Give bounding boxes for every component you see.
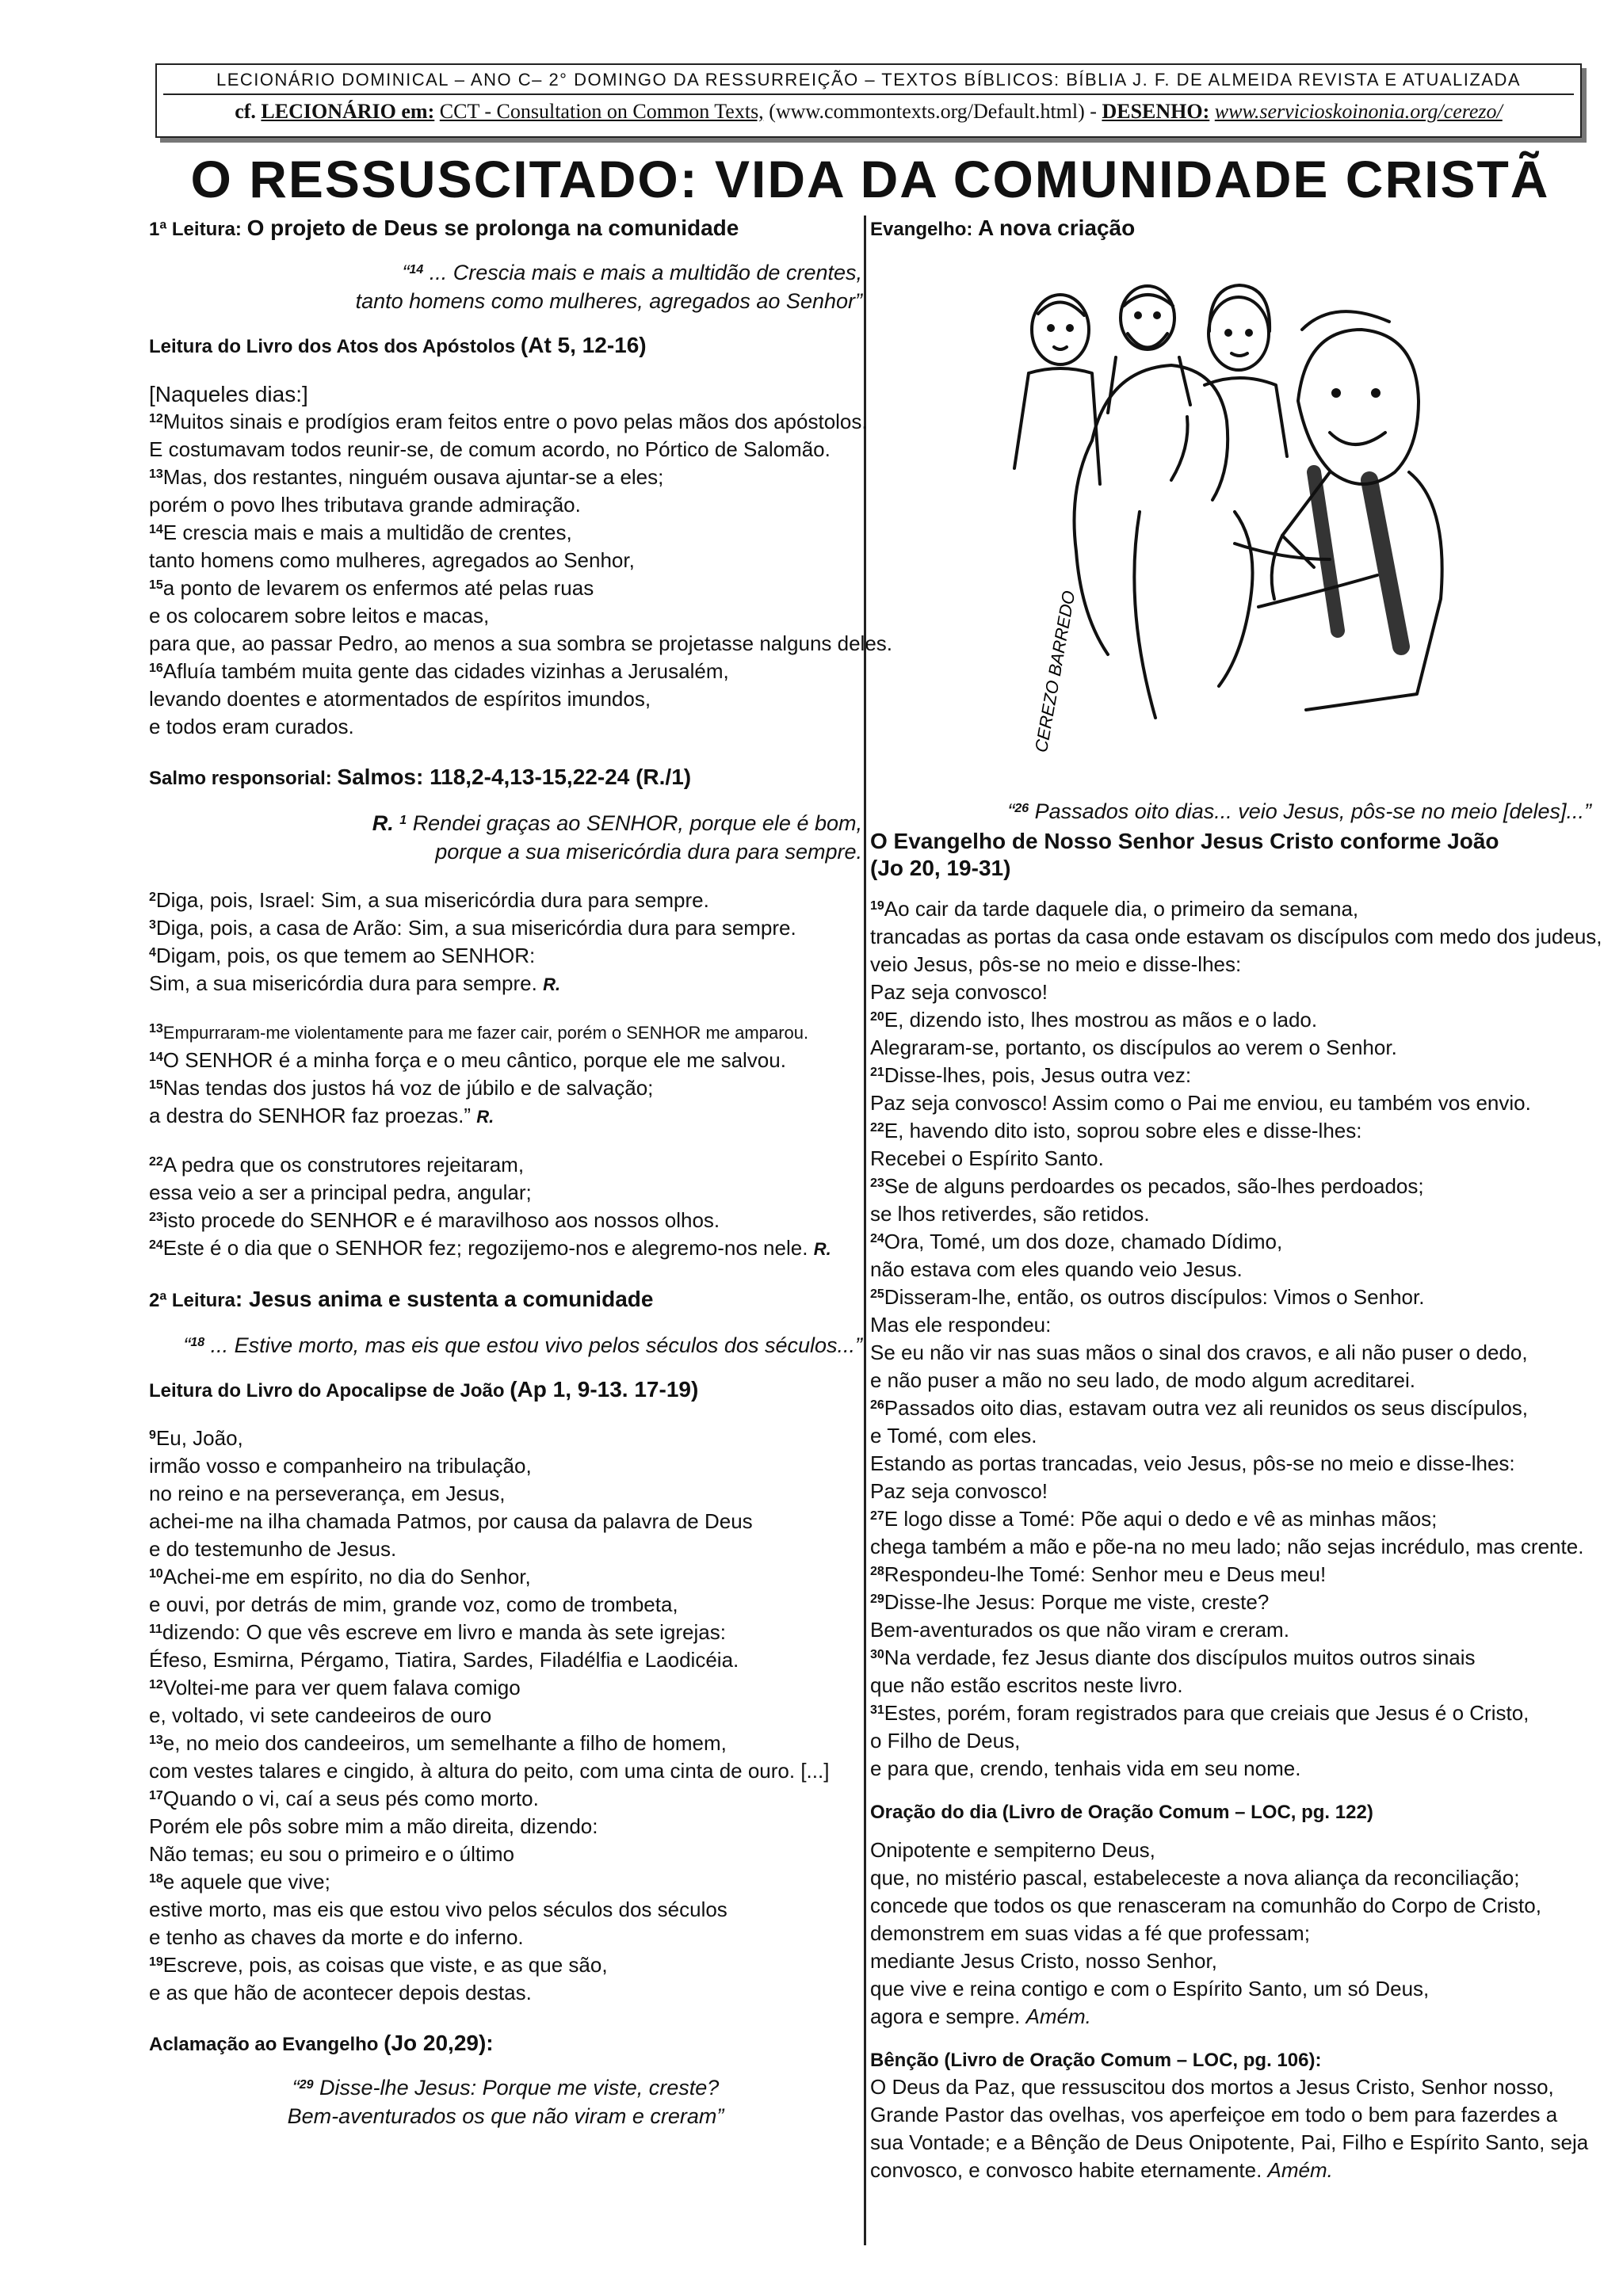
acclamation-heading	[149, 2031, 862, 2058]
verse-number: 16	[149, 662, 163, 675]
verse-line	[149, 630, 893, 658]
verse-line	[149, 1702, 862, 1730]
verse-text: e os colocarem sobre leitos e macas,	[149, 604, 490, 627]
verse-line	[870, 1200, 1591, 1228]
blessing-heading: Bênção (Livro de Oração Comum – LOC, pg. 106):	[870, 2050, 1322, 2071]
verse-text: E crescia mais e mais a multidão de crentes,	[162, 521, 572, 544]
column-divider	[864, 215, 866, 2245]
verse-text: não estava com eles quando veio Jesus.	[870, 1257, 1243, 1281]
verse-text: Na verdade, fez Jesus diante dos discípulos muitos outros sinais	[884, 1646, 1476, 1669]
verse-number: 14	[149, 523, 163, 536]
verse-number: 13	[149, 1022, 163, 1035]
verse-text: O SENHOR é a minha força e o meu cântico, porque ele me salvou.	[162, 1048, 786, 1072]
verse-line	[870, 951, 1591, 978]
verse-number: 17	[149, 1789, 163, 1802]
jesus-figure	[1075, 365, 1378, 718]
gospel-title-block	[870, 829, 1591, 883]
desenho-url[interactable]: www.servicioskoinonia.org/cerezo/	[1214, 100, 1503, 123]
second-reading-text	[149, 1425, 862, 2007]
gospel-heading-ref: (Jo 20, 19-31)	[870, 856, 1011, 880]
verse-text: Paz seja convosco!	[870, 980, 1048, 1004]
verse-line	[149, 547, 862, 574]
verse-text: a ponto de levarem os enfermos até pelas ruas	[162, 576, 594, 600]
verse-text: Escreve, pois, as coisas que viste, e as que são,	[162, 1953, 608, 1977]
verse-line	[149, 1508, 862, 1535]
verse-number: 13	[149, 467, 163, 481]
verse-text: dizendo: O que vês escreve em livro e manda às sete igrejas:	[162, 1620, 726, 1644]
verse-text: Se de alguns perdoardes os pecados, são-lhes perdoados;	[884, 1174, 1424, 1198]
gospel-title: A nova criação	[978, 215, 1136, 240]
verse-line	[149, 914, 862, 942]
verse-number: 27	[870, 1509, 884, 1523]
verse-text: Quando o vi, caí a seus pés como morto.	[162, 1787, 539, 1810]
illustration-signature: CEREZO BARREDO	[1030, 589, 1079, 754]
verse-text: veio Jesus, pôs-se no meio e disse-lhes:	[870, 952, 1242, 976]
text-line: concede que todos os que renasceram na comunhão do Corpo de Cristo,	[870, 1894, 1541, 1917]
verse-text: a destra do SENHOR faz proezas.”	[149, 1104, 472, 1127]
response-marker: R.	[813, 1239, 831, 1259]
gospel-heading-line: O Evangelho de Nosso Senhor Jesus Cristo conforme João	[870, 829, 1499, 853]
verse-text: o Filho de Deus,	[870, 1729, 1021, 1753]
verse-line	[149, 1868, 862, 1896]
verse-number: 15	[149, 578, 163, 592]
first-reading-quote: “$^{14}$ ... Crescia mais e mais a multidão de crentes, tanto homens como mulheres, agregados ao Senhor”	[355, 261, 862, 313]
verse-number: 2	[149, 891, 156, 904]
verse-text: E logo disse a Tomé: Põe aqui o dedo e vê as minhas mãos;	[884, 1507, 1438, 1531]
verse-text: e aquele que vive;	[162, 1870, 330, 1894]
prayer-text	[870, 1836, 1591, 2003]
caption-text: Passados oito dias... veio Jesus, pôs-se no meio [deles]...”	[1034, 799, 1591, 823]
lecionario-label: LECIONÁRIO em:	[261, 100, 435, 123]
first-reading-heading	[149, 215, 862, 242]
psalm-verse	[149, 1019, 862, 1047]
verse-text: Estes, porém, foram registrados para que creiais que Jesus é o Cristo,	[884, 1701, 1529, 1725]
verse-text: Bem-aventurados os que não viram e creram.	[870, 1618, 1289, 1642]
blessing-last-line: convosco, e convosco habite eternamente.	[870, 2158, 1262, 2182]
desenho-label: DESENHO:	[1102, 100, 1210, 123]
psalm-stanza-1	[149, 887, 862, 998]
verse-line	[870, 1283, 1591, 1311]
verse-line	[149, 1047, 862, 1074]
verse-line	[870, 1672, 1591, 1699]
second-reading-book	[149, 1377, 862, 1404]
verse-text: E, dizendo isto, lhes mostrou as mãos e o lado.	[884, 1008, 1318, 1032]
verse-line	[870, 1228, 1591, 1256]
verse-text: e para que, crendo, tenhais vida em seu nome.	[870, 1756, 1301, 1780]
verse-number: 10	[149, 1567, 163, 1581]
response-marker: R.	[543, 974, 561, 994]
verse-line	[149, 491, 862, 519]
verse-text: Empurraram-me violentamente para me fazer cair, porém o SENHOR me amparou.	[162, 1023, 809, 1043]
verse-number: 26	[870, 1398, 884, 1412]
response-marker: R.	[476, 1107, 495, 1127]
verse-text: Disse-lhe Jesus: Porque me viste, creste?	[884, 1590, 1270, 1614]
verse-line	[870, 1727, 1591, 1755]
response-marker: R.	[372, 811, 394, 835]
quote-line: ... Estive morto, mas eis que estou vivo pelos séculos dos séculos...”	[210, 1333, 862, 1357]
verse-number: 21	[870, 1066, 884, 1079]
page-title: O RESSUSCITADO: VIDA DA COMUNIDADE CRISTÃ	[190, 150, 1550, 208]
verse-number: 25	[870, 1287, 884, 1301]
verse-line	[149, 602, 862, 630]
verse-line	[870, 1422, 1591, 1450]
gospel-label: Evangelho:	[870, 219, 973, 240]
verse-line	[870, 1616, 1591, 1644]
acclamation-ref: (Jo 20,29):	[384, 2031, 494, 2055]
text-line: Grande Pastor das ovelhas, vos aperfeiçoe em todo o bem para fazerdes a	[870, 2103, 1558, 2126]
verse-text: e ouvi, por detrás de mim, grande voz, como de trombeta,	[149, 1592, 678, 1616]
book-ref: (Ap 1, 9-13. 17-19)	[510, 1377, 699, 1402]
verse-line	[149, 1535, 862, 1563]
verse-line	[149, 1234, 862, 1263]
verse-number: 31	[870, 1703, 884, 1717]
verse-text: Afluía também muita gente das cidades vizinhas a Jerusalém,	[162, 659, 729, 683]
verse-number: 1	[399, 814, 407, 827]
gospel-caption: “$^{26}$ Passados oito dias... veio Jesus, pôs-se no meio [deles]...”	[1007, 799, 1591, 823]
verse-text: e tenho as chaves da morte e do inferno.	[149, 1925, 524, 1949]
first-reading-text	[149, 408, 893, 741]
verse-number: 15	[149, 1078, 163, 1092]
verse-number: 11	[149, 1623, 162, 1636]
verse-text: e Tomé, com eles.	[870, 1424, 1037, 1447]
verse-line	[149, 1480, 862, 1508]
text-line: mediante Jesus Cristo, nosso Senhor,	[870, 1949, 1217, 1973]
verse-number: 29	[870, 1592, 884, 1606]
verse-text: Recebei o Espírito Santo.	[870, 1146, 1104, 1170]
verse-text: e, no meio dos candeeiros, um semelhante a filho de homem,	[162, 1731, 727, 1755]
verse-line	[870, 1589, 1591, 1616]
verse-text: Eu, João,	[155, 1426, 243, 1450]
verse-text: Disseram-lhe, então, os outros discípulos: Vimos o Senhor.	[884, 1285, 1425, 1309]
verse-text: e não puser a mão no seu lado, de modo algum acreditarei.	[870, 1368, 1415, 1392]
verse-line	[149, 658, 862, 685]
verse-text: no reino e na perseverança, em Jesus,	[149, 1482, 506, 1505]
verse-line	[149, 1896, 862, 1924]
first-reading-book	[149, 333, 862, 360]
gospel-text	[870, 895, 1602, 1783]
text-line: Onipotente e sempiterno Deus,	[870, 1838, 1155, 1862]
verse-text: Sim, a sua misericórdia dura para sempre.	[149, 971, 537, 995]
verse-line	[870, 1755, 1591, 1783]
bearded-man-figure	[1108, 286, 1190, 413]
response-line: porque a sua misericórdia dura para sempre.	[435, 840, 862, 864]
book-name: Leitura do Livro do Apocalipse de João	[149, 1380, 505, 1402]
verse-number: 22	[149, 1155, 163, 1169]
verse-line	[149, 1730, 862, 1757]
psalm-stanza-3	[149, 1151, 862, 1263]
verse-line	[149, 1207, 862, 1234]
verse-line	[149, 1452, 862, 1480]
verse-line	[870, 923, 1602, 951]
verse-text: chega também a mão e põe-na no meu lado; não sejas incrédulo, mas crente.	[870, 1535, 1584, 1558]
verse-number: 18	[190, 1336, 205, 1349]
psalm-stanza-2	[149, 1047, 862, 1131]
thomas-figure	[1272, 311, 1442, 710]
verse-line	[870, 1006, 1591, 1034]
verse-text: Nas tendas dos justos há voz de júbilo e de salvação;	[162, 1076, 654, 1100]
verse-line	[149, 1813, 862, 1840]
verse-text: para que, ao passar Pedro, ao menos a sua sombra se projetasse nalguns deles.	[149, 631, 893, 655]
verse-line	[870, 1145, 1591, 1173]
quote-line: ... Crescia mais e mais a multidão de crentes,	[429, 261, 862, 284]
verse-number: 26	[1014, 802, 1029, 815]
first-reading-intro: [Naqueles dias:]	[149, 382, 308, 406]
prayer-heading: Oração do dia (Livro de Oração Comum – LOC, pg. 122)	[870, 1802, 1373, 1823]
verse-text: porém o povo lhes tributava grande admiração.	[149, 493, 581, 517]
verse-text: e as que hão de acontecer depois destas.	[149, 1981, 532, 2004]
verse-line	[149, 1951, 862, 1979]
cct-url[interactable]: (www.commontexts.org/Default.html) -	[769, 100, 1097, 123]
verse-line	[870, 1644, 1591, 1672]
header-credits-line	[163, 100, 1574, 124]
text-line: que vive e reina contigo e com o Espírito Santo, um só Deus,	[870, 1977, 1430, 2000]
verse-text: Muitos sinais e prodígios eram feitos entre o povo pelas mãos dos apóstolos.	[162, 410, 868, 433]
verse-line	[149, 1591, 862, 1619]
verse-line	[149, 1425, 862, 1452]
verse-text: tanto homens como mulheres, agregados ao Senhor,	[149, 548, 635, 572]
blessing-closing	[870, 2157, 1591, 2184]
verse-line	[149, 1674, 862, 1702]
verse-text: Achei-me em espírito, no dia do Senhor,	[162, 1565, 531, 1589]
verse-text: Este é o dia que o SENHOR fez; regozijemo-nos e alegremo-nos nele.	[162, 1236, 808, 1260]
verse-text: achei-me na ilha chamada Patmos, por causa da palavra de Deus	[149, 1509, 753, 1533]
verse-number: 12	[149, 1678, 163, 1691]
verse-number: 14	[409, 263, 424, 277]
verse-number: 12	[149, 412, 163, 425]
verse-line	[149, 1646, 862, 1674]
verse-line	[149, 942, 862, 970]
verse-text: trancadas as portas da casa onde estavam os discípulos com medo dos judeus,	[870, 925, 1602, 948]
verse-text: Porém ele pôs sobre mim a mão direita, dizendo:	[149, 1814, 598, 1838]
verse-text: Disse-lhes, pois, Jesus outra vez:	[884, 1063, 1192, 1087]
verse-line	[870, 1089, 1591, 1117]
verse-text: e, voltado, vi sete candeeiros de ouro	[149, 1703, 492, 1727]
verse-line	[870, 1699, 1591, 1727]
psalm-ref: Salmos: 118,2-4,13-15,22-24 (R./1)	[337, 765, 692, 789]
verse-text: estive morto, mas eis que estou vivo pelos séculos dos séculos	[149, 1897, 727, 1921]
verse-text: Passados oito dias, estavam outra vez ali reunidos os seus discípulos,	[884, 1396, 1529, 1420]
gospel-heading	[870, 215, 1591, 242]
verse-text: E costumavam todos reunir-se, de comum acordo, no Pórtico de Salomão.	[149, 437, 831, 461]
verse-number: 4	[149, 946, 156, 959]
cct-link[interactable]: CCT - Consultation on Common Texts,	[439, 100, 764, 123]
verse-text: Mas, dos restantes, ninguém ousava ajuntar-se a eles;	[162, 465, 664, 489]
resurrection-illustration	[997, 274, 1472, 765]
verse-line	[149, 887, 862, 914]
verse-number: 19	[149, 1955, 163, 1969]
verse-text: Digam, pois, os que temem ao SENHOR:	[155, 944, 536, 967]
verse-text: Diga, pois, Israel: Sim, a sua misericórdia dura para sempre.	[155, 888, 709, 912]
verse-text: e todos eram curados.	[149, 715, 354, 738]
second-reading-title: : Jesus anima e sustenta a comunidade	[235, 1287, 654, 1311]
verse-number: 30	[870, 1648, 884, 1661]
verse-number: 19	[870, 899, 884, 913]
verse-line	[870, 1478, 1591, 1505]
verse-line	[149, 970, 862, 998]
verse-text: irmão vosso e companheiro na tribulação,	[149, 1454, 532, 1478]
verse-text: Alegraram-se, portanto, os discípulos ao verem o Senhor.	[870, 1035, 1397, 1059]
verse-number: 18	[149, 1872, 163, 1886]
verse-number: 23	[870, 1177, 884, 1190]
verse-line	[870, 1561, 1591, 1589]
verse-number: 24	[870, 1232, 884, 1245]
verse-number: 23	[149, 1211, 163, 1224]
psalm-label: Salmo responsorial:	[149, 768, 332, 789]
verse-line	[870, 1367, 1591, 1394]
amen-text: Amém.	[1025, 2004, 1091, 2028]
verse-number: 9	[149, 1428, 156, 1442]
response-line: Rendei graças ao SENHOR, porque ele é bom,	[412, 811, 862, 835]
prayer-closing	[870, 2003, 1591, 2031]
acclamation-label: Aclamação ao Evangelho	[149, 2034, 379, 2055]
verse-line	[149, 713, 862, 741]
verse-line	[149, 463, 862, 491]
verse-text: se lhos retiverdes, são retidos.	[870, 1202, 1150, 1226]
verse-text: e do testemunho de Jesus.	[149, 1537, 397, 1561]
verse-line	[870, 1062, 1591, 1089]
verse-text: Paz seja convosco! Assim como o Pai me enviou, eu também vos envio.	[870, 1091, 1531, 1115]
book-name: Leitura do Livro dos Atos dos Apóstolos	[149, 336, 516, 357]
verse-text: Não temas; eu sou o primeiro e o último	[149, 1842, 514, 1866]
verse-line	[149, 1785, 862, 1813]
psalm-response	[149, 809, 862, 866]
verse-text: levando doentes e atormentados de espíritos imundos,	[149, 687, 651, 711]
verse-text: Paz seja convosco!	[870, 1479, 1048, 1503]
verse-line	[149, 1619, 862, 1646]
verse-number: 13	[149, 1733, 163, 1747]
verse-text: Ora, Tomé, um dos doze, chamado Dídimo,	[884, 1230, 1283, 1253]
verse-line	[870, 895, 1591, 923]
verse-number: 20	[870, 1010, 884, 1024]
verse-number: 29	[299, 2078, 314, 2092]
verse-line	[870, 1394, 1591, 1422]
first-reading-label: 1ª Leitura:	[149, 219, 242, 240]
verse-text: Voltei-me para ver quem falava comigo	[162, 1676, 521, 1699]
verse-text: com vestes talares e cingido, à altura do peito, com uma cinta de ouro. [...]	[149, 1759, 830, 1783]
verse-number: 22	[870, 1121, 884, 1135]
verse-text: Ao cair da tarde daquele dia, o primeiro da semana,	[884, 897, 1359, 921]
verse-line	[149, 1102, 862, 1131]
verse-text: E, havendo dito isto, soprou sobre eles e disse-lhes:	[884, 1119, 1362, 1142]
second-reading-label: 2ª Leitura	[149, 1290, 235, 1311]
verse-line	[870, 1034, 1591, 1062]
verse-line	[870, 1450, 1591, 1478]
psalm-heading	[149, 765, 862, 791]
verse-line	[870, 1256, 1591, 1283]
verse-text: Se eu não vir nas suas mãos o sinal dos cravos, e ali não puser o dedo,	[870, 1341, 1528, 1364]
second-reading-heading	[149, 1287, 862, 1314]
verse-line	[870, 1117, 1591, 1145]
child-figure	[1014, 295, 1100, 484]
book-ref: (At 5, 12-16)	[520, 333, 647, 357]
text-line: que, no mistério pascal, estabeleceste a nova aliança da reconciliação;	[870, 1866, 1520, 1890]
verse-line	[149, 1979, 862, 2007]
verse-line	[149, 1151, 862, 1179]
verse-text: Mas ele respondeu:	[870, 1313, 1052, 1337]
cf-label: cf.	[235, 100, 256, 123]
blessing-text	[870, 2073, 1591, 2157]
verse-line	[149, 685, 862, 713]
verse-number: 3	[149, 918, 156, 932]
quote-line: tanto homens como mulheres, agregados ao Senhor”	[355, 289, 862, 313]
verse-line	[870, 1173, 1591, 1200]
verse-text: Diga, pois, a casa de Arão: Sim, a sua misericórdia dura para sempre.	[155, 916, 796, 940]
verse-text: essa veio a ser a principal pedra, angular;	[149, 1180, 532, 1204]
verse-text: que não estão escritos neste livro.	[870, 1673, 1183, 1697]
second-reading-quote: “$^{18}$ ... Estive morto, mas eis que estou vivo pelos séculos dos séculos...”	[183, 1333, 862, 1357]
verse-line	[149, 519, 862, 547]
text-line: sua Vontade; e a Bênção de Deus Onipotente, Pai, Filho e Espírito Santo, seja	[870, 2130, 1589, 2154]
header-lectionary-line: LECIONÁRIO DOMINICAL – ANO C– 2° DOMINGO DA RESSURREIÇÃO – TEXTOS BÍBLICOS: BÍBLIA J. F. DE ALMEIDA REVISTA E ATUALIZADA	[163, 70, 1574, 95]
header-box	[155, 63, 1582, 138]
amen-text: Amém.	[1267, 2158, 1333, 2182]
verse-line	[870, 1339, 1591, 1367]
quote-line: Disse-lhe Jesus: Porque me viste, creste?	[319, 2076, 720, 2100]
verse-text: Respondeu-lhe Tomé: Senhor meu e Deus meu!	[884, 1562, 1327, 1586]
verse-line	[870, 1505, 1591, 1533]
verse-number: 28	[870, 1565, 884, 1578]
text-line: demonstrem em suas vidas a fé que professam;	[870, 1921, 1310, 1945]
quote-line: Bem-aventurados os que não viram e creram”	[287, 2104, 724, 2128]
verse-line	[149, 1563, 862, 1591]
verse-line	[149, 408, 868, 436]
prayer-last-line: agora e sempre.	[870, 2004, 1021, 2028]
verse-text: A pedra que os construtores rejeitaram,	[162, 1153, 525, 1177]
verse-line	[870, 1311, 1591, 1339]
verse-line	[149, 1924, 862, 1951]
verse-text: isto procede do SENHOR e é maravilhoso aos nossos olhos.	[162, 1208, 720, 1232]
first-reading-title: O projeto de Deus se prolonga na comunidade	[246, 215, 739, 240]
verse-line	[149, 1757, 862, 1785]
right-column	[870, 215, 1602, 2184]
acclamation-quote: “$^{29}$ Disse-lhe Jesus: Porque me viste, creste? Bem-aventurados os que não viram e creram”	[287, 2076, 724, 2128]
verse-text: Estando as portas trancadas, veio Jesus, pôs-se no meio e disse-lhes:	[870, 1451, 1515, 1475]
verse-line	[149, 1840, 862, 1868]
verse-number: 14	[149, 1051, 163, 1064]
verse-line	[149, 574, 862, 602]
verse-line	[149, 436, 862, 463]
verse-line	[870, 1533, 1591, 1561]
verse-line	[149, 1179, 862, 1207]
verse-line	[870, 978, 1591, 1006]
verse-line	[149, 1074, 862, 1102]
text-line: O Deus da Paz, que ressuscitou dos mortos a Jesus Cristo, Senhor nosso,	[870, 2075, 1554, 2099]
woman-figure	[1205, 285, 1287, 456]
verse-number: 24	[149, 1238, 163, 1252]
verse-text: Éfeso, Esmirna, Pérgamo, Tiatira, Sardes, Filadélfia e Laodicéia.	[149, 1648, 739, 1672]
